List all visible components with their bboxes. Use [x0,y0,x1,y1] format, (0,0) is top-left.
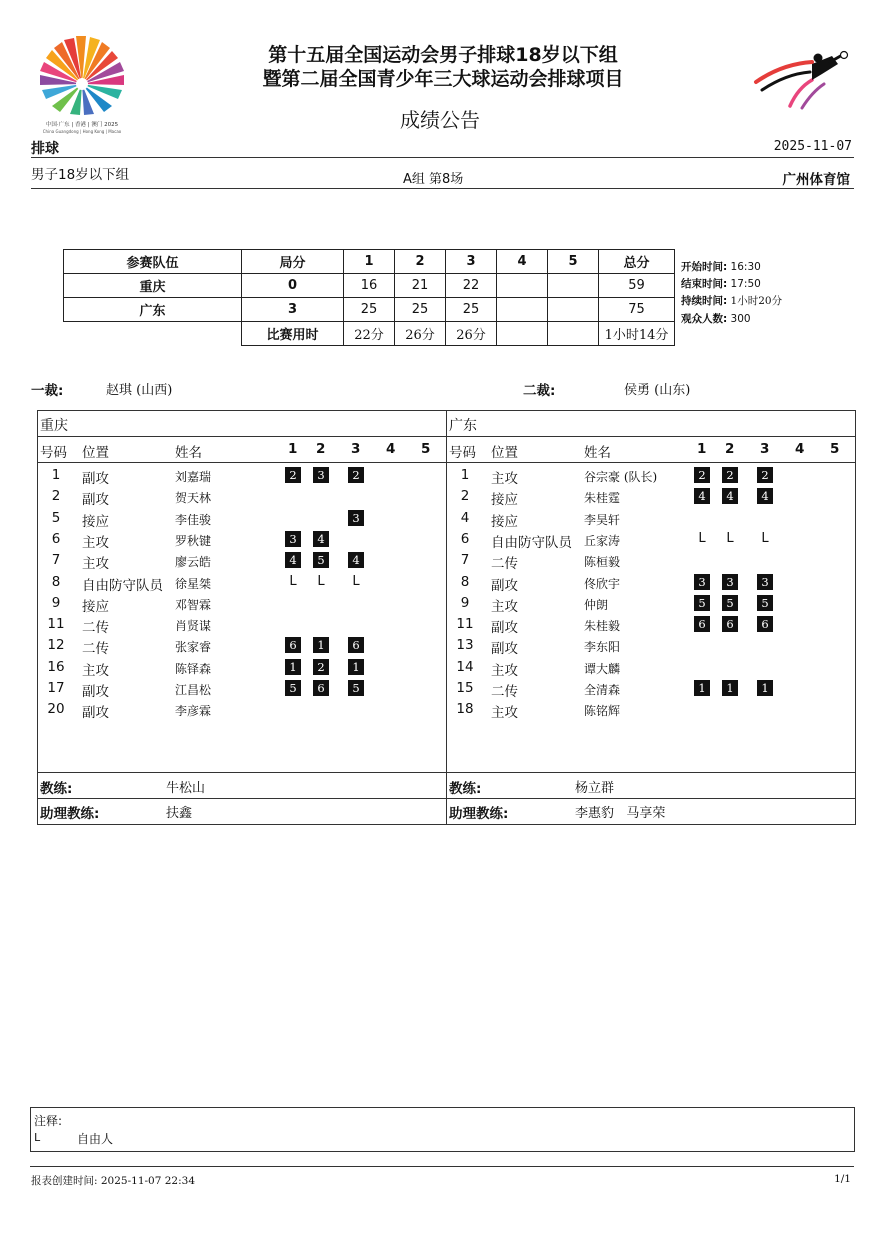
score-header-sets: 局分 [242,250,344,274]
player-row [38,592,446,613]
rotation-position-badge: 4 [348,552,364,568]
coach-label: 教练: [40,781,73,797]
start-time [681,259,761,274]
rotation-position-badge: 5 [694,595,710,611]
score-set-1: 25 [344,298,395,322]
player-row [38,656,446,677]
score-duration-row [64,322,675,346]
rotation-position-badge: 1 [313,637,329,653]
duration-set-2: 26分 [395,322,446,346]
rotation-position-badge: 3 [313,467,329,483]
player-row [447,464,855,485]
score-row-team-2 [64,298,675,322]
player-position: 副攻 [491,641,518,658]
score-set-3: 25 [446,298,497,322]
col-header-set-2: 2 [725,441,735,457]
player-name: 廖云皓 [175,555,212,570]
rotation-position-badge: 6 [313,680,329,696]
player-row [447,677,855,698]
player-number: 15 [456,680,474,696]
player-position: 二传 [82,620,109,637]
player-position: 副攻 [82,684,109,700]
player-row [38,613,446,637]
player-position: 主攻 [491,662,518,679]
col-header-position: 位置 [491,445,518,461]
rotation-position-badge: 4 [313,531,329,547]
rotation-position-badge: 5 [757,595,773,611]
team-name: 重庆 [40,418,68,434]
player-name: 邓智霖 [175,597,212,612]
rotation-position-badge: 3 [285,531,301,547]
player-position: 副攻 [491,620,518,637]
col-header-set-5: 5 [830,441,840,457]
player-number: 13 [456,637,474,654]
group-match-label: A组 第8场 [403,172,464,187]
player-position: 接应 [82,598,109,615]
empty-cell [64,322,242,346]
col-header-set-1: 1 [697,441,707,457]
player-row [38,571,446,592]
player-name: 朱桂毅 [584,619,621,634]
libero-marker: L [761,530,769,546]
player-position: 接应 [82,513,109,530]
player-position: 主攻 [82,556,109,573]
player-name: 肖贤谋 [175,619,212,634]
rotation-position-badge: 6 [694,616,710,632]
player-number: 6 [51,530,61,547]
score-set-2: 25 [395,298,446,322]
score-total: 59 [599,274,675,298]
col-header-name: 姓名 [175,445,202,461]
col-header-set-5: 5 [421,441,431,457]
libero-marker: L [352,573,360,589]
col-header-set-1: 1 [288,441,298,457]
team-panel-away [446,410,856,825]
player-name: 李昊轩 [584,512,621,527]
player-number: 11 [456,616,474,633]
score-team-name: 重庆 [64,274,242,298]
rotation-position-badge: 6 [285,637,301,653]
player-position: 副攻 [82,471,109,487]
header-divider-2 [31,188,854,189]
first-referee-label: 一裁: [31,383,64,399]
rotation-position-badge: 1 [348,659,364,675]
assistant-coach-label: 助理教练: [449,806,509,822]
player-name: 谭大麟 [584,661,621,676]
panel-rule [447,462,855,463]
first-referee-value: 赵琪 (山西) [106,383,173,398]
score-set-5 [548,274,599,298]
sport-label: 排球 [31,141,59,157]
rotation-position-badge: 5 [313,552,329,568]
duration-total: 1小时14分 [599,322,675,346]
player-number: 16 [47,658,65,675]
match-date: 2025-11-07 [773,139,852,154]
panel-rule [38,772,446,773]
attendance [681,311,751,326]
score-total: 75 [599,298,675,322]
player-row [38,485,446,509]
player-name: 佟欣宇 [584,576,621,591]
libero-marker: L [698,530,706,546]
score-sets-won: 3 [242,298,344,322]
coach-name: 牛松山 [166,781,206,796]
player-name: 刘嘉瑞 [175,470,212,484]
player-number: 5 [51,509,61,526]
team-name: 广东 [449,418,477,434]
player-name: 贺天林 [175,491,212,506]
col-header-name: 姓名 [584,445,611,461]
title-line-2: 暨第二届全国青少年三大球运动会排球项目 [262,68,624,90]
player-row [447,656,855,677]
player-number: 1 [51,467,61,483]
panel-rule [38,436,446,437]
player-row [38,634,446,658]
end-time-label: 结束时间: [681,278,728,290]
attendance-value: 300 [730,313,751,325]
player-number: 1 [460,467,470,483]
score-row-team-1 [64,274,675,298]
score-set-4 [497,274,548,298]
player-row [38,549,446,573]
rotation-position-badge: 5 [722,595,738,611]
col-header-number: 号码 [449,445,476,461]
player-position: 主攻 [82,662,109,679]
score-header-set-3: 3 [446,250,497,274]
player-number: 11 [47,616,65,633]
player-number: 2 [51,488,61,505]
attendance-label: 观众人数: [681,313,728,325]
score-set-1: 16 [344,274,395,298]
player-row [38,507,446,528]
panel-rule [447,798,855,799]
logo-caption-en: China Guangdong | Hong Kong | Macao [42,129,122,134]
rotation-position-badge: 4 [694,488,710,504]
rotation-position-badge: 2 [285,467,301,483]
player-name: 李彦霖 [175,704,212,719]
rotation-position-badge: 3 [348,510,364,526]
rotation-position-badge: 3 [757,574,773,590]
player-row [447,571,855,592]
panel-rule [38,798,446,799]
player-row [38,677,446,698]
player-name: 陈铭辉 [584,704,621,719]
player-row [38,464,446,485]
player-row [447,592,855,613]
player-row [447,549,855,573]
notes-code: L [34,1131,41,1144]
footer-divider [30,1166,854,1167]
player-position: 接应 [491,492,518,509]
score-table [63,249,675,346]
duration-set-4 [497,322,548,346]
notes-label: 注释: [34,1114,63,1128]
notes-box [30,1107,855,1152]
player-position: 主攻 [491,598,518,615]
panel-rule [447,436,855,437]
player-name: 徐星桀 [175,576,212,591]
player-name: 李佳骏 [175,512,212,527]
page-number: 1/1 [834,1173,851,1185]
player-position: 主攻 [491,471,518,487]
duration-set-3: 26分 [446,322,497,346]
score-sets-won: 0 [242,274,344,298]
rotation-position-badge: 6 [722,616,738,632]
libero-marker: L [317,573,325,589]
player-name: 谷宗豪 (队长) [584,470,658,484]
player-name: 张家睿 [175,640,212,655]
player-row [447,634,855,658]
libero-marker: L [726,530,734,546]
player-position: 接应 [491,513,518,530]
score-set-4 [497,298,548,322]
player-row [38,528,446,549]
rotation-position-badge: 4 [285,552,301,568]
player-number: 14 [456,658,474,675]
player-row [447,613,855,637]
score-set-3: 22 [446,274,497,298]
player-name: 罗秋键 [175,533,212,548]
rotation-position-badge: 6 [348,637,364,653]
player-number: 9 [51,594,61,611]
rotation-position-badge: 5 [348,680,364,696]
player-position: 二传 [491,556,518,573]
player-position: 主攻 [491,705,518,722]
start-time-label: 开始时间: [681,261,728,273]
player-position: 副攻 [491,577,518,594]
col-header-set-2: 2 [316,441,326,457]
end-time-value: 17:50 [730,278,761,290]
duration [681,293,782,308]
player-row [447,485,855,509]
panel-rule [447,772,855,773]
player-number: 20 [47,701,65,718]
player-number: 17 [47,680,65,696]
player-number: 8 [460,573,470,590]
player-position: 主攻 [82,534,109,551]
col-header-set-4: 4 [795,441,805,457]
player-name: 陈铎森 [175,661,212,676]
rotation-position-badge: 2 [348,467,364,483]
player-number: 18 [456,701,474,718]
duration-set-5 [548,322,599,346]
second-referee-value: 侯勇 (山东) [624,383,691,398]
player-row [38,698,446,722]
assistant-coach-name: 扶鑫 [166,806,193,821]
duration-info-label: 持续时间: [681,295,728,307]
player-number: 2 [460,488,470,505]
report-subtitle: 成绩公告 [400,108,480,132]
score-header-row [64,250,675,274]
rotation-position-badge: 4 [722,488,738,504]
score-header-team: 参赛队伍 [64,250,242,274]
col-header-set-3: 3 [760,441,770,457]
duration-label: 比赛用时 [242,322,344,346]
col-header-set-3: 3 [351,441,361,457]
assistant-coach-name: 李惠豹 马享荣 [575,806,666,821]
player-row [447,698,855,722]
player-name: 仲朗 [584,597,609,612]
player-number: 12 [47,637,65,654]
player-position: 自由防守队员 [82,577,163,594]
coach-name: 杨立群 [575,781,615,796]
player-number: 4 [460,509,470,526]
rotation-position-badge: 2 [722,467,738,483]
player-number: 8 [51,573,61,590]
duration-info-value: 1小时20分 [730,295,783,307]
rotation-position-badge: 2 [757,467,773,483]
logo-caption: 中国·广东 | 香港 | 澳门 2025 [45,122,119,128]
player-name: 全清森 [584,683,621,697]
start-time-value: 16:30 [730,261,761,273]
player-position: 二传 [82,641,109,658]
score-header-set-1: 1 [344,250,395,274]
score-header-set-4: 4 [497,250,548,274]
player-position: 副攻 [82,705,109,722]
col-header-position: 位置 [82,445,109,461]
score-set-5 [548,298,599,322]
assistant-coach-label: 助理教练: [40,806,100,822]
notes-text: 自由人 [77,1132,114,1146]
player-number: 6 [460,530,470,547]
player-name: 朱桂霆 [584,491,621,506]
score-set-2: 21 [395,274,446,298]
rotation-position-badge: 2 [694,467,710,483]
rotation-position-badge: 1 [285,659,301,675]
venue-label: 广州体育馆 [782,172,850,188]
rotation-position-badge: 3 [694,574,710,590]
duration-set-1: 22分 [344,322,395,346]
title-line-1: 第十五届全国运动会男子排球18岁以下组 [268,44,618,66]
rotation-position-badge: 1 [757,680,773,696]
player-position: 二传 [491,684,518,700]
rotation-position-badge: 2 [313,659,329,675]
score-header-set-2: 2 [395,250,446,274]
col-header-set-4: 4 [386,441,396,457]
rotation-position-badge: 5 [285,680,301,696]
player-name: 陈桓毅 [584,555,621,570]
score-header-total: 总分 [599,250,675,274]
coach-label: 教练: [449,781,482,797]
rotation-position-badge: 3 [722,574,738,590]
player-number: 9 [460,594,470,611]
end-time [681,276,761,291]
player-name: 李东阳 [584,640,621,655]
player-name: 丘家涛 [584,533,621,548]
col-header-number: 号码 [40,445,67,461]
player-name: 江昌松 [175,683,212,697]
category-label: 男子18岁以下组 [31,167,130,183]
second-referee-label: 二裁: [523,383,556,399]
libero-marker: L [289,573,297,589]
score-team-name: 广东 [64,298,242,322]
header-divider [31,157,854,158]
panel-rule [38,462,446,463]
rotation-position-badge: 4 [757,488,773,504]
rotation-position-badge: 1 [722,680,738,696]
player-row [447,528,855,549]
report-created-time: 报表创建时间: 2025-11-07 22:34 [31,1175,196,1187]
rotation-position-badge: 6 [757,616,773,632]
player-number: 7 [460,552,470,569]
score-header-set-5: 5 [548,250,599,274]
player-position: 副攻 [82,492,109,509]
team-panel-home [37,410,447,825]
player-row [447,507,855,528]
player-number: 7 [51,552,61,569]
rotation-position-badge: 1 [694,680,710,696]
player-position: 自由防守队员 [491,534,572,551]
